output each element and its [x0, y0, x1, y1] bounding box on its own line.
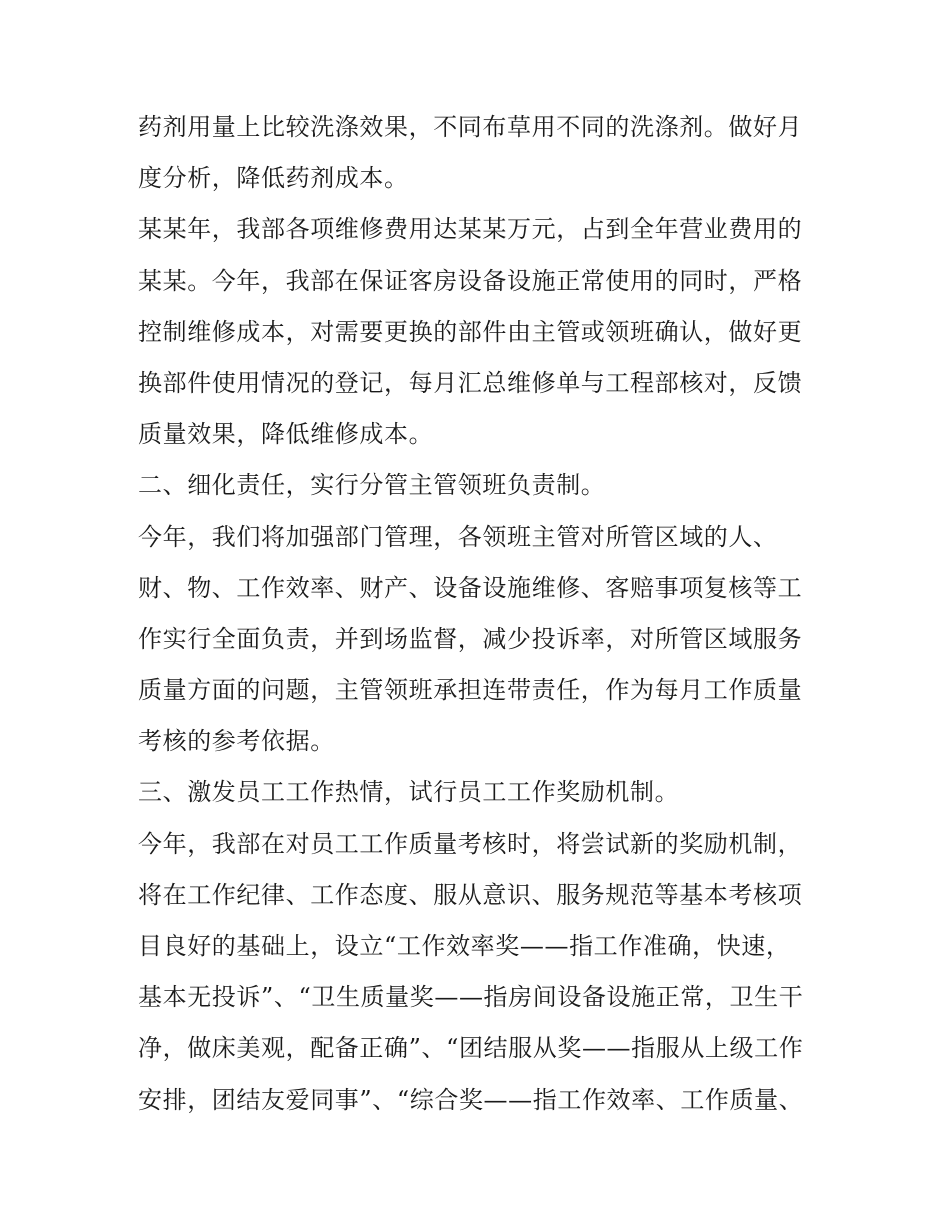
- text-line-6: 换部件使用情况的登记，每月汇总维修单与工程部核对，反馈: [138, 368, 803, 397]
- text-line-12: 质量方面的问题，主管领班承担连带责任，作为每月工作质量: [138, 676, 803, 705]
- section-heading-3: 三、激发员工工作热情，试行员工工作奖励机制。: [138, 778, 680, 807]
- text-line-9: 今年，我们将加强部门管理，各领班主管对所管区域的人、: [138, 522, 778, 551]
- text-line-3: 某某年，我部各项维修费用达某某万元，占到全年营业费用的: [138, 215, 803, 244]
- text-line-5: 控制维修成本，对需要更换的部件由主管或领班确认，做好更: [138, 317, 803, 346]
- body-text: [138, 102, 818, 1126]
- text-line-19: 净，做床美观，配备正确”、“团结服从奖——指服从上级工作: [138, 1034, 804, 1063]
- text-line-2: 度分析，降低药剂成本。: [138, 164, 409, 193]
- text-line-13: 考核的参考依据。: [138, 727, 335, 756]
- text-line-15: 今年，我部在对员工工作质量考核时，将尝试新的奖励机制，: [138, 829, 803, 858]
- text-line-20: 安排，团结友爱同事”、“综合奖——指工作效率、工作质量、: [138, 1085, 804, 1114]
- text-line-11: 作实行全面负责，并到场监督，减少投诉率，对所管区域服务: [138, 624, 803, 653]
- section-heading-2: 二、细化责任，实行分管主管领班负责制。: [138, 471, 606, 500]
- text-line-4: 某某。今年，我部在保证客房设备设施正常使用的同时，严格: [138, 266, 803, 295]
- text-line-7: 质量效果，降低维修成本。: [138, 420, 434, 449]
- text-line-10: 财、物、工作效率、财产、设备设施维修、客赔事项复核等工: [138, 573, 803, 602]
- text-line-18: 基本无投诉”、“卫生质量奖——指房间设备设施正常，卫生干: [138, 983, 804, 1012]
- text-line-1: 药剂用量上比较洗涤效果，不同布草用不同的洗涤剂。做好月: [138, 113, 803, 141]
- text-line-17: 目良好的基础上，设立“工作效率奖——指工作准确，快速，: [138, 932, 791, 960]
- text-line-16: 将在工作纪律、工作态度、服从意识、服务规范等基本考核项: [138, 880, 803, 909]
